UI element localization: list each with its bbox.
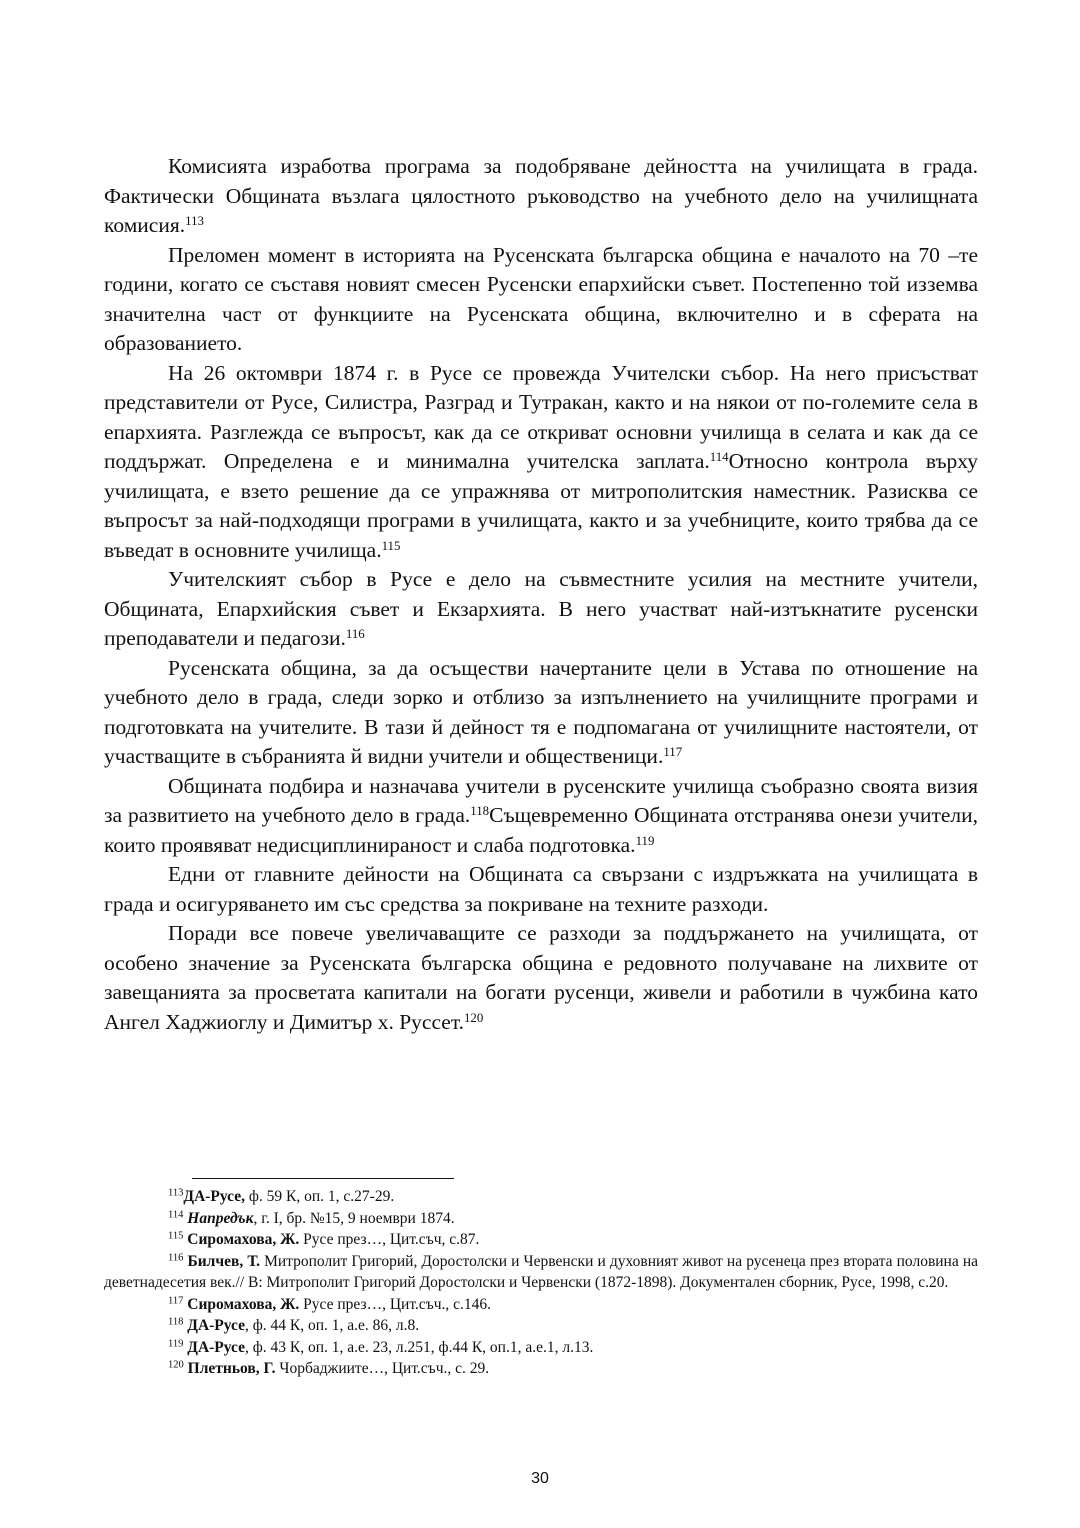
footnote [104, 1358, 978, 1380]
page-number: 30 [531, 1470, 549, 1487]
paragraph: Учителският събор в Русе е дело на съвместните усилия на местните учители, Общината, Епархийския съвет и Екзархията. В него участват най-изтъкнатите русенски преподаватели и педагози.$^{116}$ [104, 567, 978, 650]
footnotes [104, 1186, 978, 1380]
footnote [104, 1186, 978, 1208]
footnote-number: 116 [168, 1252, 184, 1264]
footnote [104, 1229, 978, 1251]
footnote-source: ДА-Русе [187, 1338, 245, 1356]
footnote-text: , ф. 43 К, оп. 1, а.е. 23, л.251, ф.44 К, оп.1, а.е.1, л.13. [245, 1338, 594, 1356]
footnote-text: Русе през…, Цит.съч, с.87. [299, 1231, 480, 1248]
footnote-source: ДА-Русе, [183, 1188, 245, 1205]
paragraph: Русенската община, за да осъществи начертаните цели в Устава по отношение на учебното дело в града, следи зорко и отблизо за изпълнението на училищните програми и подготовката на учителите. В тази й дейност тя е подпомагана от училищните настоятели, от участващите в събранията й видни учители и общественици.$^{117}$ [104, 655, 978, 768]
paragraph: Едни от главните дейности на Общината са свързани с издръжката на училищата в града и осигуряването им със средства за покриване на техните разходи. [104, 862, 978, 916]
footnote-number: 115 [168, 1230, 184, 1242]
footnote [104, 1294, 978, 1316]
footnote-number: 118 [168, 1316, 184, 1328]
footnote-text: Митрополит Григорий, Доростолски и Червенски и духовният живот на русенеца през втората половина на деветнадесетия век.// В: Митрополит Григорий Доростолски и Червенски (1872-1898). Документален сборник, Русе, 1998, с.20. [104, 1252, 979, 1291]
paragraph: На 26 октомври 1874 г. в Русе се провежда Учителски събор. На него присъстват представители от Русе, Силистра, Разград и Тутракан, както и на някои от по-големите села в епархията. Разглежда се въпросът, как да се откриват основни училища в селата и как да се поддържат. Определена е и минимална учителска заплата.$^{114}$Относно контрола върху училищата, е взето решение да се упражнява от митрополитския наместник. Разисква се въпросът за най-подходящи програми в училищата, както и за учебниците, които трябва да се въведат в основните училища.$^{115}$ [104, 360, 978, 562]
paragraph: Поради все повече увеличаващите се разходи за поддържането на училищата, от особено значение за Русенската българска община е редовното получаване на лихвите от завещанията за просветата капитали на богати русенци, живели и работили в чужбина като Ангел Хаджиоглу и Димитър х. Руссет.$^{120}$ [104, 921, 978, 1034]
footnote-ref: 116 [345, 626, 365, 641]
footnote-ref: 117 [663, 744, 683, 759]
footnote-source: Сиромахова, Ж. [187, 1295, 300, 1313]
footnote [104, 1251, 978, 1294]
footnote-separator [192, 1178, 454, 1179]
footnote-ref: 114 [709, 449, 729, 464]
paragraph: Преломен момент в историята на Русенската българска община е началото на 70 –те години, когато се съставя новият смесен Русенски епархийски съвет. Постепенно той изземва значителна част от функциите на Русенската община, включително и в сферата на образованието. [104, 242, 978, 355]
footnote-ref: 115 [381, 538, 401, 553]
footnote-ref: 113 [185, 213, 204, 228]
paragraph: Общината подбира и назначава учители в русенските училища съобразно своята визия за развитието на учебното дело в града.$^{118}$Същевременно Общината отстранява онези учители, които проявяват недисциплинираност и слаба подготовка.$^{119}$ [104, 773, 979, 857]
footnote-ref: 119 [635, 833, 655, 848]
footnote-text: , ф. 44 К, оп. 1, а.е. 86, л.8. [245, 1317, 420, 1334]
footnote-number: 119 [168, 1338, 184, 1350]
footnote-text: Русе през…, Цит.съч., с.146. [299, 1295, 492, 1313]
footnote [104, 1208, 978, 1230]
footnote-number: 114 [168, 1209, 184, 1221]
footnote-text: ф. 59 К, оп. 1, с.27-29. [245, 1188, 395, 1205]
footnote-source: Сиромахова, Ж. [187, 1231, 300, 1248]
footnote-source: Плетньов, Г. [187, 1360, 276, 1377]
footnote-text: Чорбаджиите…, Цит.съч., с. 29. [275, 1360, 490, 1377]
footnote-source: Напредък [187, 1209, 254, 1227]
footnote-number: 117 [168, 1295, 184, 1307]
footnote-ref: 118 [470, 803, 490, 818]
footnote-number: 113 [168, 1187, 184, 1199]
footnote-number: 120 [168, 1359, 184, 1371]
footnote-source: ДА-Русе [187, 1317, 245, 1334]
footnote-source: Билчев, Т. [187, 1252, 260, 1270]
footnote [104, 1315, 978, 1337]
body-text [104, 152, 978, 1037]
footnote-ref: 120 [463, 1010, 484, 1025]
footnote-text: , г. I, бр. №15, 9 ноември 1874. [253, 1209, 455, 1227]
paragraph: Комисията изработва програма за подобряване дейността на училищата в града. Фактически Общината възлага цялостното ръководство на учебното дело на училищната комисия.$^{113}$ [104, 154, 978, 237]
footnote [104, 1337, 978, 1359]
